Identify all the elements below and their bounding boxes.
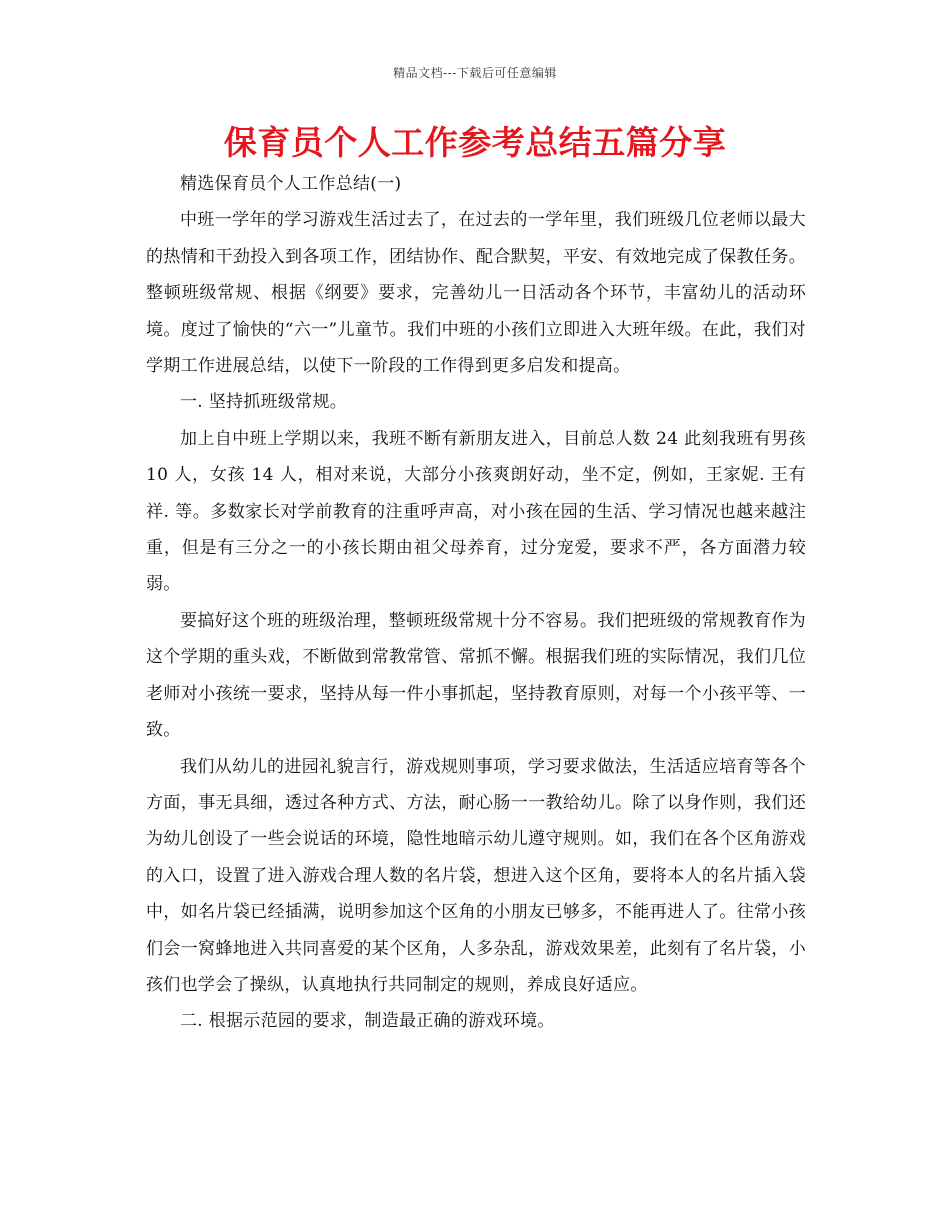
header-note: 精品文档---下载后可任意编辑 (393, 66, 557, 80)
section-heading: 精选保育员个人工作总结(一) (180, 174, 402, 194)
document-title: 保育员个人工作参考总结五篇分享 (223, 123, 727, 162)
section-heading: 二. 根据示范园的要求，制造最正确的游戏环境。 (180, 1011, 555, 1032)
paragraph: 我们从幼儿的进园礼貌言行，游戏规则事项，学习要求做法，生活适应培育等各个方面，事无具细，透过各种方式、方法，耐心肠一一教给幼儿。除了以身作则，我们还为幼儿创设了一些会说话的环境，隐性地暗示幼儿遵守规则。如，我们在各个区角游戏的入口，设置了进入游戏合理人数的名片袋，想进入这个区角，要将本人的名片插入袋中，如名片袋已经插满，说明参加这个区角的小朋友已够多，不能再进人了。往常小孩们会一窝蜂地进入共同喜爱的某个区角，人多杂乱，游戏效果差，此刻有了名片袋，小孩们也学会了操纵，认真地执行共同制定的规则，养成良好适应。 (146, 756, 806, 995)
document-body (146, 166, 806, 1040)
paragraph: 要搞好这个班的班级治理，整顿班级常规十分不容易。我们把班级的常规教育作为这个学期的重头戏，不断做到常教常管、常抓不懈。根据我们班的实际情况，我们几位老师对小孩统一要求，坚持从每一件小事抓起，坚持教育原则，对每一个小孩平等、一致。 (146, 610, 806, 741)
paragraph: 加上自中班上学期以来，我班不断有新朋友进入，目前总人数 24 此刻我班有男孩 10 人，女孩 14 人，相对来说，大部分小孩爽朗好动，坐不定，例如，王家妮. 王有祥. 等。多数家长对学前教育的注重呼声高，对小孩在园的生活、学习情况也越来越注重，但是有三分之一的小孩长期由祖父母养育，过分宠爱，要求不严，各方面潜力较弱。 (146, 428, 806, 595)
section-heading: 一. 坚持抓班级常规。 (180, 392, 348, 413)
paragraph: 中班一学年的学习游戏生活过去了，在过去的一学年里，我们班级几位老师以最大的热情和干劲投入到各项工作，团结协作、配合默契，平安、有效地完成了保教任务。整顿班级常规、根据《纲要》要求，完善幼儿一日活动各个环节，丰富幼儿的活动环境。度过了愉快的“六一”儿童节。我们中班的小孩们立即进入大班年级。在此，我们对学期工作进展总结，以使下一阶段的工作得到更多启发和提高。 (146, 210, 806, 377)
